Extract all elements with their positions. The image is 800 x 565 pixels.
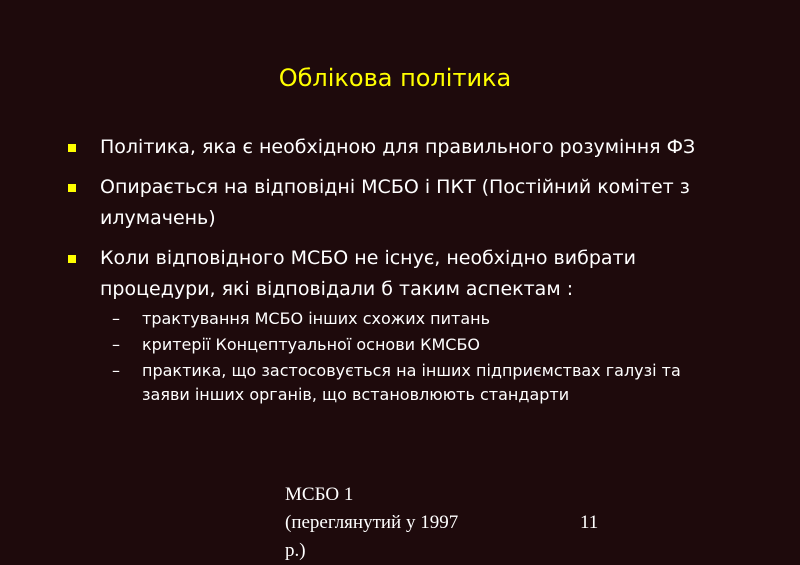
sub-bullet-item xyxy=(66,333,726,357)
sub-bullet-text: практика, що застосовується на інших підприємствах галузі та заяви інших органів, що встановлюють стандарти xyxy=(142,361,681,404)
dash-bullet-icon: – xyxy=(112,309,120,328)
bullet-item xyxy=(66,172,726,234)
footer-line: р.) xyxy=(285,540,306,561)
square-bullet-icon xyxy=(68,255,76,263)
page-number: 11 xyxy=(580,512,599,533)
square-bullet-icon xyxy=(68,144,76,152)
bullet-text: Опирається на відповідні МСБО і ПКТ (Постійний комітет з илумачень) xyxy=(100,176,690,229)
sub-bullet-text: критерії Концептуальної основи КМСБО xyxy=(142,335,481,354)
bullet-item xyxy=(66,132,726,163)
footer-line: (переглянутий у 1997 xyxy=(285,512,459,533)
bullet-list xyxy=(66,132,726,416)
dash-bullet-icon: – xyxy=(112,361,120,380)
bullet-text: Коли відповідного МСБО не існує, необхідно вибрати процедури, які відповідали б таким аспектам : xyxy=(100,247,636,300)
sub-bullet-item xyxy=(66,307,726,331)
bullet-item xyxy=(66,243,726,407)
dash-bullet-icon: – xyxy=(112,335,120,354)
footer-source xyxy=(285,481,525,565)
sub-bullet-text: трактування МСБО інших схожих питань xyxy=(142,309,491,328)
footer-line: МСБО 1 xyxy=(285,484,354,505)
bullet-text: Політика, яка є необхідною для правильного розуміння ФЗ xyxy=(100,136,696,158)
sub-bullet-item xyxy=(66,359,726,407)
slide-title: Облікова політика xyxy=(278,64,512,92)
square-bullet-icon xyxy=(68,184,76,192)
sub-bullet-list xyxy=(100,307,726,407)
